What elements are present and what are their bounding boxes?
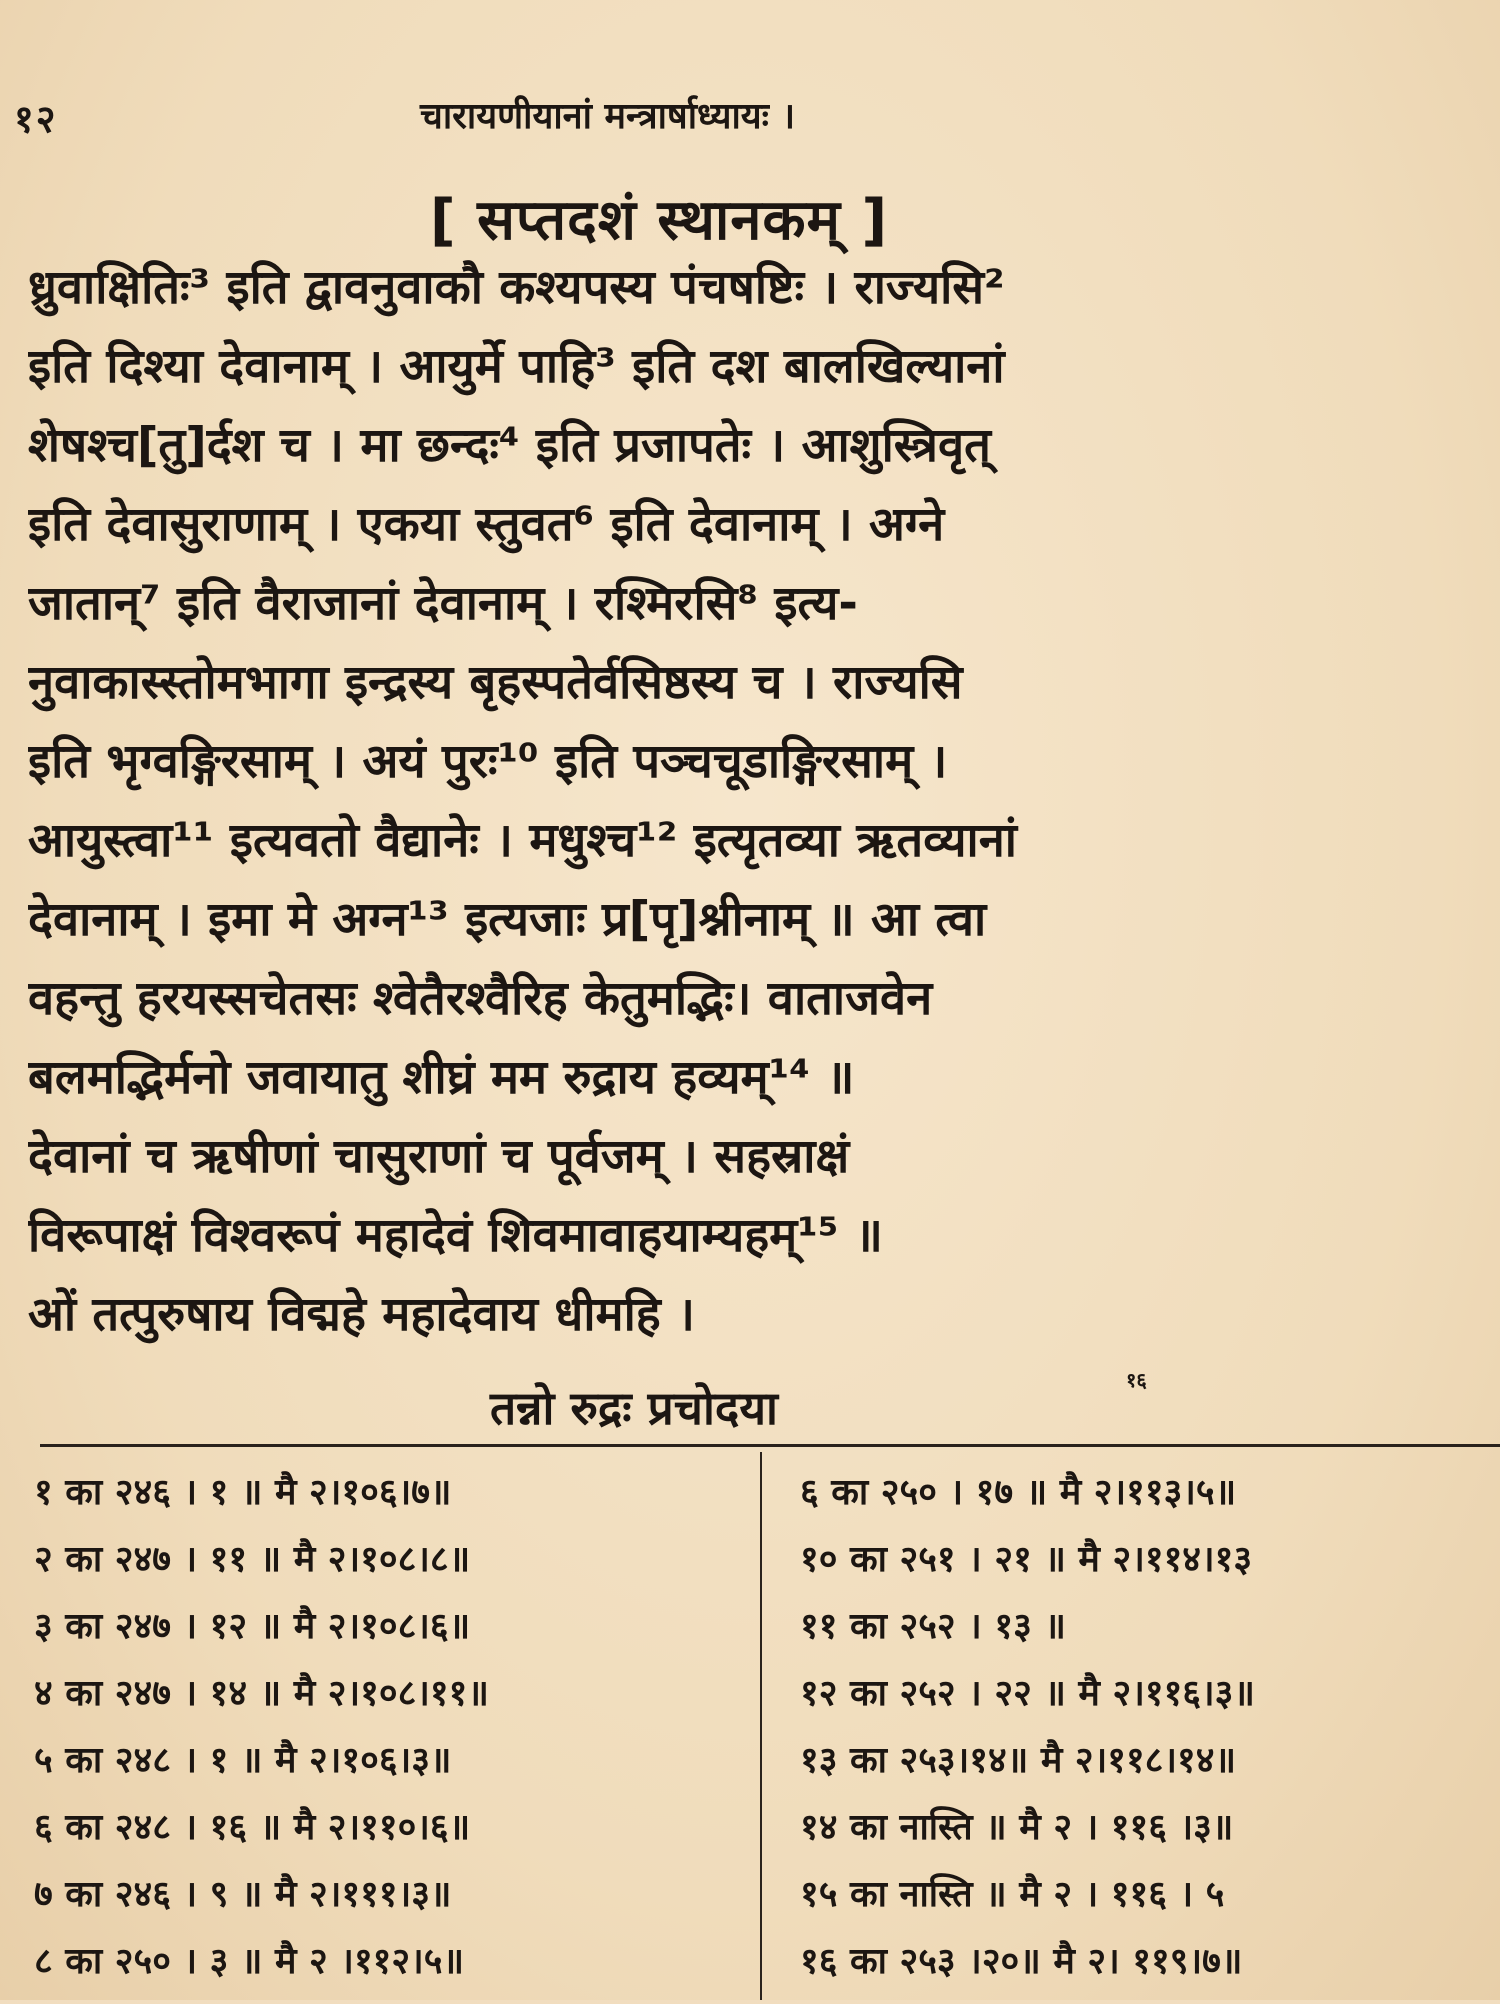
footnote-item: ४ का २४७ । १४ ॥ मै २।१०८।११॥: [34, 1673, 489, 1714]
page-number: १२: [14, 97, 58, 141]
text-line: इति भृग्वङ्गिरसाम् । अयं पुरः¹⁰ इति पञ्चचूडाङ्गिरसाम् ।: [28, 734, 948, 789]
text-line: देवानाम् । इमा मे अग्न¹³ इत्यजाः प्र[पृ]श्नीनाम् ॥ आ त्वा: [28, 892, 987, 947]
footnote-item: ८ का २५० । ३ ॥ मै २ ।११२।५॥: [34, 1941, 465, 1982]
text-line: वहन्तु हरयस्सचेतसः श्वेतैरश्वैरिह केतुमद्भिः। वाताजवेन: [28, 971, 933, 1026]
footnote-item: ५ का २४८ । १ ॥ मै २।१०६।३॥: [34, 1740, 452, 1781]
text-line: ओं तत्पुरुषाय विद्महे महादेवाय धीमहि ।: [28, 1287, 695, 1342]
footnote-mark: १६: [1126, 1368, 1147, 1392]
footnote-item: १४ का नास्ति ॥ मै २ । ११६ ।३॥: [800, 1807, 1234, 1848]
text-line: विरूपाक्षं विश्वरूपं महादेवं शिवमावाहयाम्यहम्¹⁵ ॥: [28, 1208, 883, 1263]
footnote-item: १६ का २५३ ।२०॥ मै २। ११९।७॥: [800, 1941, 1243, 1982]
text-line: शेषश्च[तु]र्दश च । मा छन्दः⁴ इति प्रजापतेः । आशुस्त्रिवृत्: [28, 418, 991, 473]
footnote-rule: [40, 1444, 1500, 1447]
text-line: बलमद्भिर्मनो जवायातु शीघ्रं मम रुद्राय हव्यम्¹⁴ ॥: [28, 1050, 855, 1105]
footnote-item: १० का २५१ । २१ ॥ मै २।११४।१३: [800, 1539, 1253, 1580]
text-line: आयुस्त्वा¹¹ इत्यवतो वैद्यानेः । मधुश्च¹² इत्यृतव्या ऋतव्यानां: [28, 813, 1017, 868]
text-line: इति देवासुराणाम् । एकया स्तुवत⁶ इति देवानाम् । अग्ने: [28, 497, 945, 552]
footnote-item: ११ का २५२ । १३ ॥: [800, 1606, 1066, 1647]
footnote-item: १२ का २५२ । २२ ॥ मै २।११६।३॥: [800, 1673, 1255, 1714]
main-text-block: [28, 248, 1468, 1354]
footnote-item: ३ का २४७ । १२ ॥ मै २।१०८।६॥: [34, 1606, 471, 1647]
footnotes-left-column: [34, 1468, 749, 2004]
text-line: जातान्⁷ इति वैराजानां देवानाम् । रश्मिरसि⁸ इत्य-: [28, 576, 858, 631]
footnote-item: ७ का २४६ । ९ ॥ मै २।१११।३॥: [34, 1874, 452, 1915]
footnote-item: १ का २४६ । १ ॥ मै २।१०६।७॥: [34, 1472, 452, 1513]
footnote-item: ६ का २५० । १७ ॥ मै २।११३।५॥: [800, 1472, 1237, 1513]
closing-line: तन्नो रुद्रः प्रचोदया: [490, 1381, 778, 1435]
footnote-item: १३ का २५३।१४॥ मै २।११८।१४॥: [800, 1740, 1237, 1781]
text-line: नुवाकास्स्तोमभागा इन्द्रस्य बृहस्पतेर्वसिष्ठस्य च । राज्यसि: [28, 655, 963, 710]
text-line: देवानां च ऋषीणां चासुराणां च पूर्वजम् । सहस्राक्षं: [28, 1129, 850, 1184]
section-heading: [ सप्तदशं स्थानकम् ]: [430, 188, 889, 253]
running-title: चारायणीयानां मन्त्रार्षाध्यायः ।: [420, 96, 796, 137]
text-line: इति दिश्या देवानाम् । आयुर्मे पाहि³ इति दश बालखिल्यानां: [28, 339, 1005, 394]
column-divider: [760, 1452, 762, 2000]
text-line: ध्रुवाक्षितिः³ इति द्वावनुवाकौ कश्यपस्य पंचषष्टिः । राज्यसि²: [28, 260, 1005, 315]
footnote-item: १५ का नास्ति ॥ मै २ । ११६ । ५: [800, 1874, 1225, 1915]
footnote-item: २ का २४७ । ११ ॥ मै २।१०८।८॥: [34, 1539, 471, 1580]
footnote-item: ६ का २४८ । १६ ॥ मै २।११०।६॥: [34, 1807, 471, 1848]
footnotes-right-column: [800, 1468, 1500, 2004]
